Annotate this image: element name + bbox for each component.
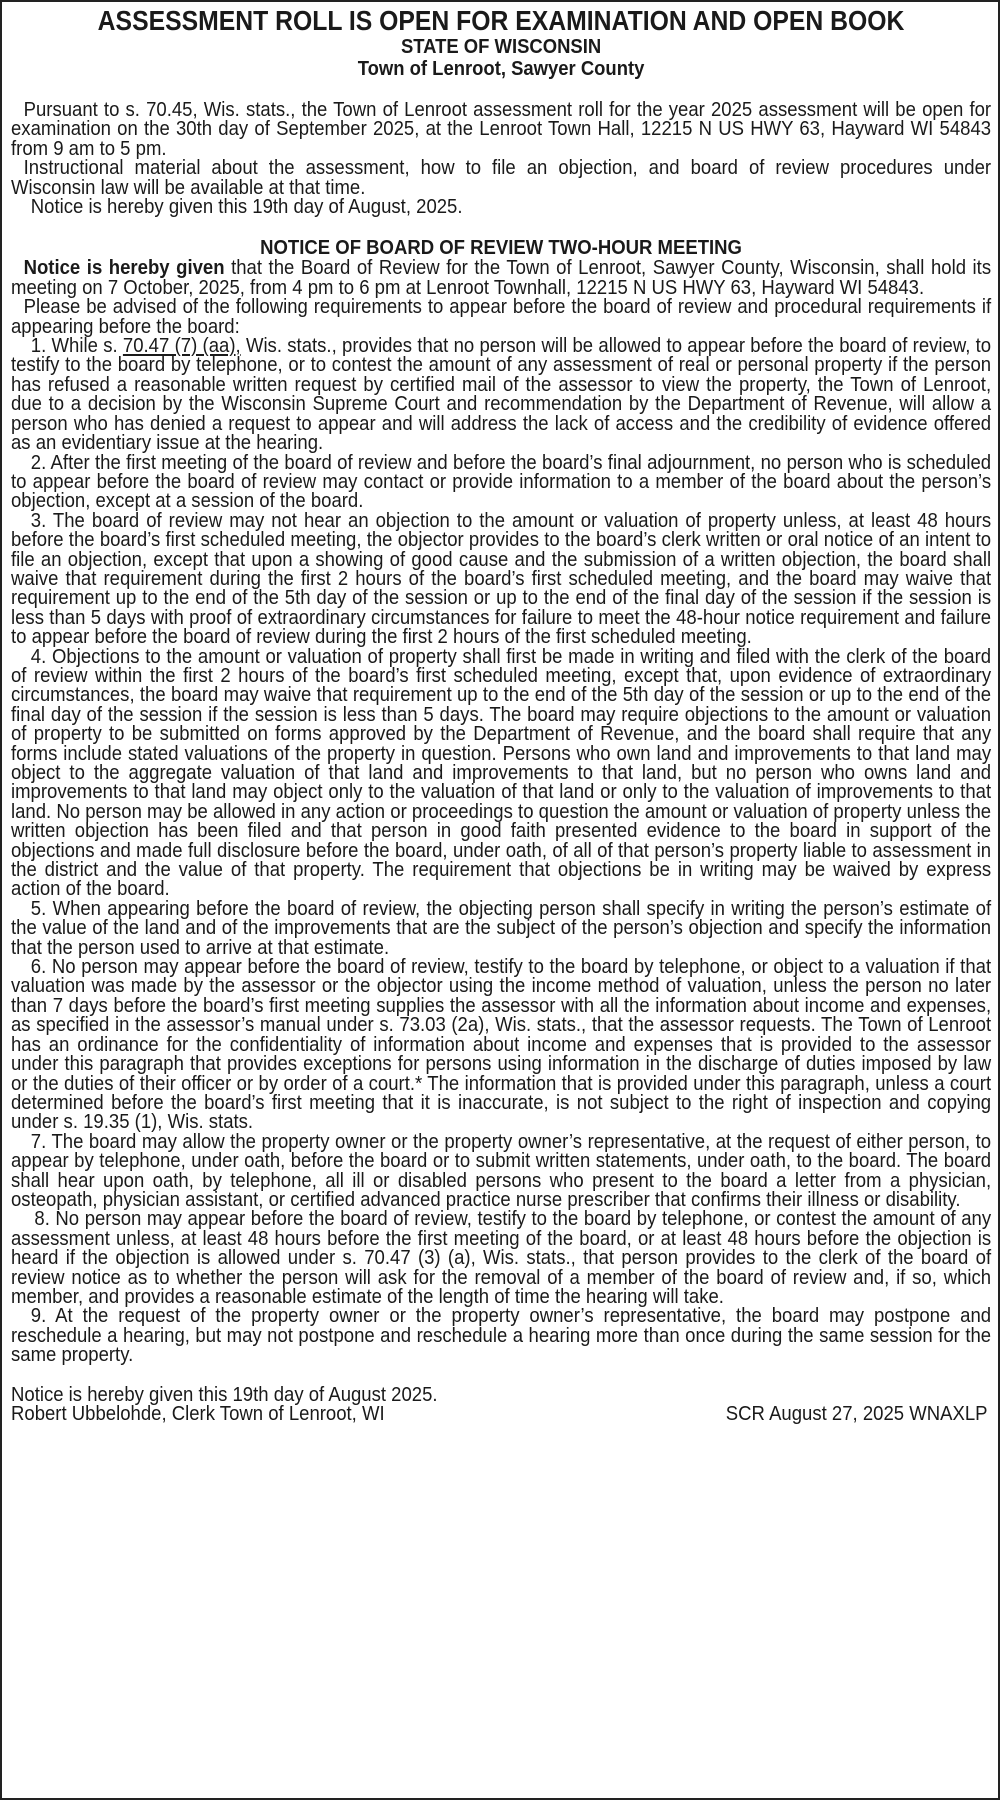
- clerk-signature: Robert Ubbelohde, Clerk Town of Lenroot, WI: [11, 1402, 385, 1425]
- board-of-review-title: NOTICE OF BOARD OF REVIEW TWO-HOUR MEETING: [260, 236, 742, 260]
- requirement-item-1: [11, 334, 992, 455]
- state-heading: STATE OF WISCONSIN: [400, 35, 602, 58]
- requirements-intro: Please be advised of the following requirements to appear before the board of review and procedural requirements if appearing before the board:: [11, 295, 992, 338]
- requirement-item-3: 3. The board of review may not hear an objection to the amount or valuation of property unless, at least 48 hours before the board’s first scheduled meeting, the objector provides to the board’s clerk written or oral notice of an intent to file an objection, except that upon a showing of good cause and the submission of a written objection, the board shall waive that requirement during the first 2 hours of the board’s first scheduled meeting, and the board may waive that requirement up to the end of the 5th day of the session or up to the end of the final day of the session if the session is less than 5 days with proof of extraordinary circumstances for failure to meet the 48-hour notice requirement and failure to appear before the board of review during the first 2 hours of the first scheduled meeting.: [11, 508, 992, 649]
- intro-bold: Notice is hereby given: [23, 256, 225, 280]
- requirement-item-8: 8. No person may appear before the board of review, testify to the board by telephone, or contest the amount of any assessment unless, at least 48 hours before the first meeting of the board, or at least 48 hours before the objection is heard if the objection is allowed under s. 70.47 (3) (a), Wis. stats., that person provides to the clerk of the board of review notice as to whether the person will ask for the removal of a member of the board of review and, if so, which member, and provides a reasonable estimate of the length of time the hearing will take.: [11, 1207, 992, 1308]
- intro-rest: that the Board of Review for the Town of Lenroot, Sawyer County, Wisconsin, shall hold its meeting on 7 October, 2025, from 4 pm to 6 pm at Lenroot Townhall, 12215 N US HWY 63, Hayward WI 54843.: [11, 256, 992, 299]
- requirement-item-5: 5. When appearing before the board of review, the objecting person shall specify in writing the person’s estimate of the value of the land and of the improvements that are the subject of the person’s objection and specify the information that the person used to arrive at that estimate.: [11, 896, 992, 959]
- requirement-item-9: 9. At the request of the property owner or the property owner’s representative, the board may postpone and reschedule a hearing, but may not postpone and reschedule a hearing more than once during the same session for the same property.: [11, 1304, 992, 1367]
- notice-title: ASSESSMENT ROLL IS OPEN FOR EXAMINATION AND OPEN BOOK: [97, 5, 905, 36]
- open-book-paragraph-2: Instructional material about the assessment, how to file an objection, and board of review procedures under Wisconsin law will be available at that time.: [11, 156, 992, 199]
- requirement-item-6: 6. No person may appear before the board of review, testify to the board by telephone, or object to a valuation if that valuation was made by the assessor or the objector using the income method of valuation, unless the person no later than 7 days before the board’s first meeting supplies the assessor with all the information about income and expenses, as specified in the assessor’s manual under s. 73.03 (2a), Wis. stats., that the assessor requests. The Town of Lenroot has an ordinance for the confidentiality of information about income and expenses that is provided to the assessor under this paragraph that provides exceptions for persons using information in the discharge of duties imposed by law or the duties of their officer or by order of a court.* The information that is provided under this paragraph, unless a court determined before the board’s first meeting that it is inaccurate, is not subject to the right of inspection and copying under s. 19.35 (1), Wis. stats.: [11, 955, 992, 1134]
- town-heading: Town of Lenroot, Sawyer County: [357, 57, 645, 80]
- requirement-item-4: 4. Objections to the amount or valuation of property shall first be made in writing and filed with the clerk of the board of review within the first 2 hours of the board’s first scheduled meeting, except that, upon evidence of extraordinary circumstances, the board may waive that requirement up to the end of the 5th day of the session or up to the end of the final day of the session if the session is less than 5 days. The board may require objections to the amount or valuation of property to be submitted on forms approved by the Department of Revenue, and the board shall require that any forms include stated valuations of the property in question. Persons who own land and improvements to that land may object to the aggregate valuation of that land and improvements to that land, but no person who owns land and improvements to that land may object only to the valuation of that land or only to the valuation of improvements to that land. No person may be allowed in any action or proceedings to question the amount or valuation of property unless the written objection has been filed and that person in good faith presented evidence to the board in support of the objections and made full disclosure before the board, under oath, of all of that person’s property liable to assessment in the district and the value of that property. The requirement that objections be in writing may be waived by express action of the board.: [11, 644, 992, 901]
- signature-row: [11, 1404, 991, 1424]
- requirement-item-2: 2. After the first meeting of the board of review and before the board’s final adjournment, no person who is scheduled to appear before the board of review may contact or provide information to a member of the board about the person’s objection, except at a session of the board.: [11, 450, 992, 513]
- open-book-paragraph-1: Pursuant to s. 70.45, Wis. stats., the Town of Lenroot assessment roll for the year 2025 assessment will be open for examination on the 30th day of September 2025, at the Lenroot Town Hall, 12215 N US HWY 63, Hayward WI 54843 from 9 am to 5 pm.: [11, 98, 992, 160]
- open-book-paragraph-3: Notice is hereby given this 19th day of August, 2025.: [30, 195, 463, 219]
- item1-post: Wis. stats., provides that no person will be allowed to appear before the board of review, to testify to the board by telephone, or to contest the amount of any assessment of real or personal property if the person has refused a reasonable written request by certified mail of the assessor to view the property, the Town of Lenroot, due to a decision by the Wisconsin Supreme Court and recommendation by the Department of Revenue, will allow a person who has denied a request to appear and will address the lack of access and the credibility of evidence offered as an evidentiary issue at the hearing.: [11, 334, 992, 455]
- item1-pre: 1. While s.: [30, 334, 123, 358]
- board-of-review-intro: [11, 258, 991, 297]
- statute-reference-link: 70.47 (7) (aa),: [122, 334, 241, 358]
- notice-given-date: Notice is hereby given this 19th day of August 2025.: [11, 1382, 438, 1406]
- notice-body: [11, 6, 991, 1424]
- publication-code: SCR August 27, 2025 WNAXLP: [725, 1402, 988, 1425]
- requirement-item-7: 7. The board may allow the property owner or the property owner’s representative, at the request of either person, to appear by telephone, under oath, before the board or to submit written statements, under oath, to the board. The board shall hear upon oath, by telephone, all ill or disabled persons who present to the board a letter from a physician, osteopath, physician assistant, or certified advanced practice nurse prescriber that confirms their illness or disability.: [11, 1129, 992, 1211]
